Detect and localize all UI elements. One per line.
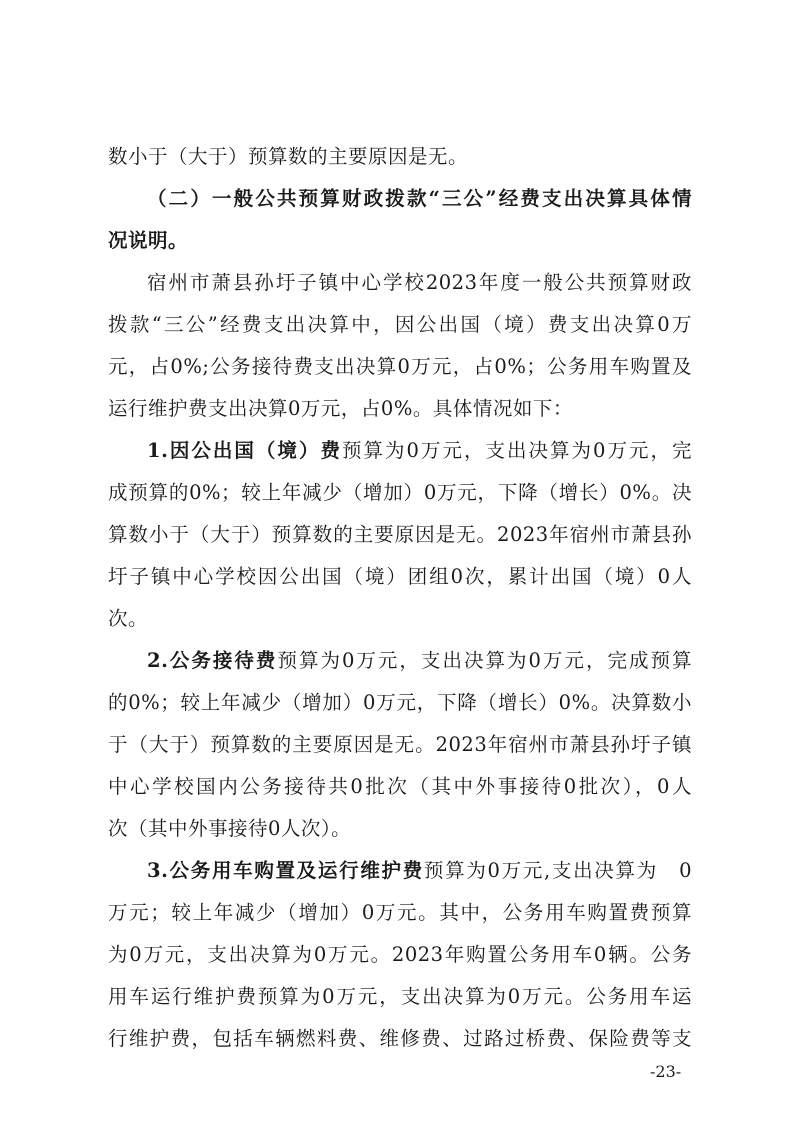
paragraph-line: 万元；较上年减少（增加）0万元。其中，公务用车购置费预算 [108,901,692,924]
item-title: 3.公务用车购置及运行维护费 [147,859,424,882]
item-title: 2.公务接待费 [147,649,278,672]
paragraph-line: 的0%；较上年减少（增加）0万元，下降（增长）0%。决算数小 [108,691,692,714]
section-heading-line: （二）一般公共预算财政拨款“三公”经费支出决算具体情 [147,187,692,210]
paragraph-line: 中心学校国内公务接待共0批次（其中外事接待0批次），0人 [108,775,692,798]
paragraph-line: 元，占0%;公务接待费支出决算0万元，占0%；公务用车购置及 [108,355,692,378]
paragraph-line: 运行维护费支出决算0万元，占0%。具体情况如下： [108,397,573,420]
paragraph-line: 行维护费，包括车辆燃料费、维修费、过路过桥费、保险费等支 [108,1027,692,1050]
paragraph-line: 于（大于）预算数的主要原因是无。2023年宿州市萧县孙圩子镇 [108,733,692,756]
item-title: 1.因公出国（境）费 [147,439,342,462]
paragraph-line: 用车运行维护费预算为0万元，支出决算为0万元。公务用车运 [108,985,692,1008]
paragraph-line: 圩子镇中心学校因公出国（境）团组0次，累计出国（境）0人 [108,565,692,588]
item-heading-line: 1.因公出国（境）费预算为0万元，支出决算为0万元，完 [147,439,692,462]
paragraph-line: 为0万元，支出决算为0万元。2023年购置公务用车0辆。公务 [108,943,692,966]
paragraph-line: 宿州市萧县孙圩子镇中心学校2023年度一般公共预算财政 [147,271,692,294]
item-heading-line: 3.公务用车购置及运行维护费预算为0万元,支出决算为 0 [147,859,692,882]
paragraph-line: 次。 [108,607,149,630]
item-heading-line: 2.公务接待费预算为0万元，支出决算为0万元，完成预算 [147,649,692,672]
paragraph-line: 成预算的0%；较上年减少（增加）0万元，下降（增长）0%。决 [108,481,692,504]
paragraph-line: 算数小于（大于）预算数的主要原因是无。2023年宿州市萧县孙 [108,523,692,546]
page-number: -23- [650,1062,682,1081]
paragraph-line: 次（其中外事接待0人次）。 [108,817,352,840]
paragraph-line: 拨款“三公”经费支出决算中，因公出国（境）费支出决算0万 [108,313,692,336]
paragraph-line: 数小于（大于）预算数的主要原因是无。 [108,145,469,168]
section-heading-line: 况说明。 [108,229,189,252]
